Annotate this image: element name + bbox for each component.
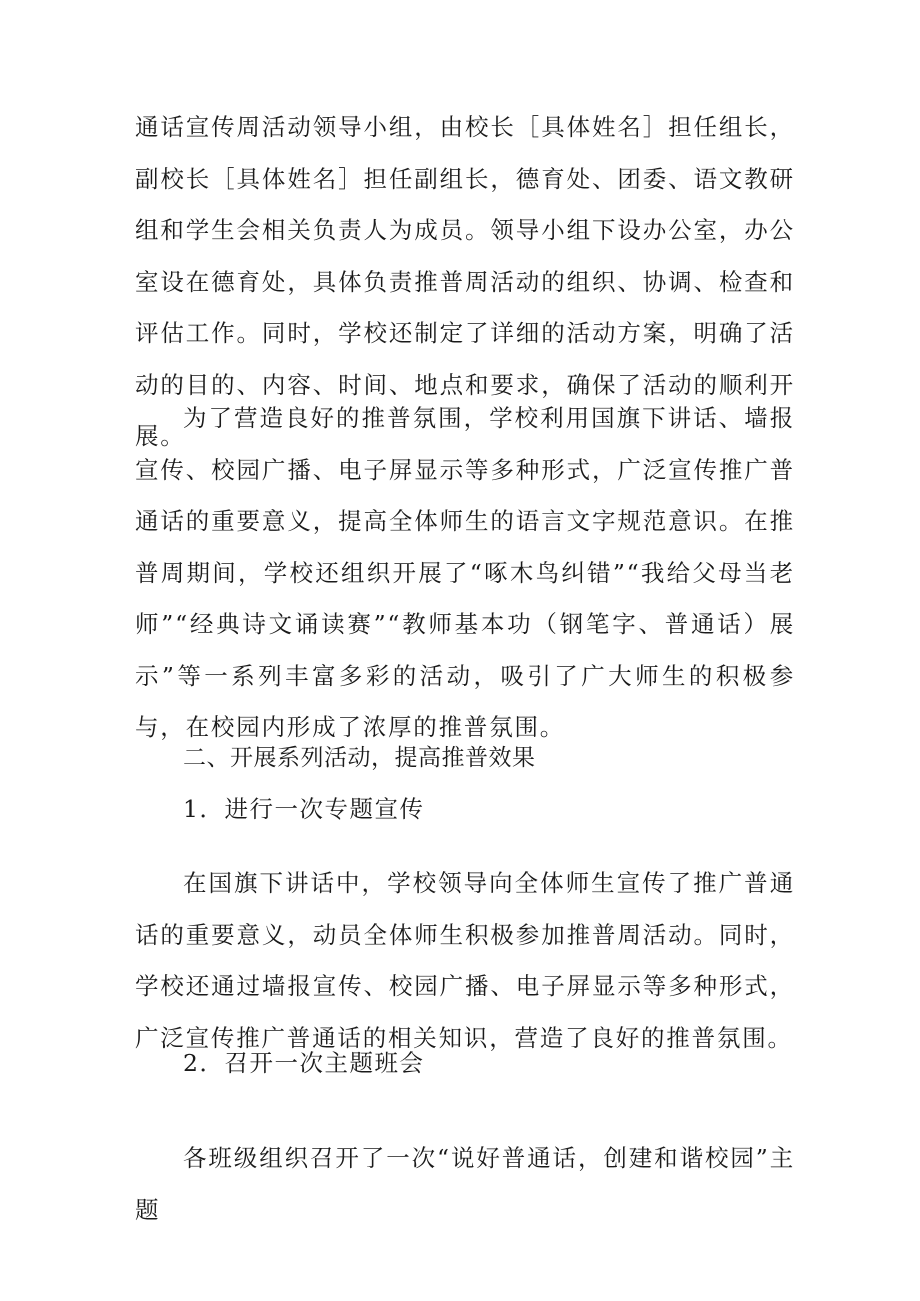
section-heading: 二、开展系列活动，提高推普效果 [183,745,536,771]
subheading-1: 1．进行一次专题宣传 [183,795,425,823]
paragraph-atmosphere: 为了营造良好的推普氛围，学校利用国旗下讲话、墙报宣传、校园广播、电子屏显示等多种形式，广泛宣传推广普通话的重要意义，提高全体师生的语言文字规范意识。在推普周期间，学校还组织开展了“啄木鸟纠错”“我给父母当老师”“经典诗文诵读赛”“教师基本功（钢笔字、普通话）展示”等一系列丰富多彩的活动，吸引了广大师生的积极参与，在校园内形成了浓厚的推普氛围。 [135,404,795,741]
paragraph-leadership-group: 通话宣传周活动领导小组，由校长［具体姓名］担任组长，副校长［具体姓名］担任副组长，德育处、团委、语文教研组和学生会相关负责人为成员。领导小组下设办公室，办公室设在德育处，具体负责推普周活动的组织、协调、检查和评估工作。同时，学校还制定了详细的活动方案，明确了活动的目的、内容、时间、地点和要求，确保了活动的顺利开展。 [135,113,795,450]
subheading-2: 2．召开一次主题班会 [183,1049,425,1077]
paragraph-flag-speech: 在国旗下讲话中，学校领导向全体师生宣传了推广普通话的重要意义，动员全体师生积极参加推普周活动。同时，学校还通过墙报宣传、校园广播、电子屏显示等多种形式，广泛宣传推广普通话的相关知识，营造了良好的推普氛围。 [135,869,795,1052]
paragraph-class-meeting: 各班级组织召开了一次“说好普通话，创建和谐校园”主题 [135,1144,795,1224]
